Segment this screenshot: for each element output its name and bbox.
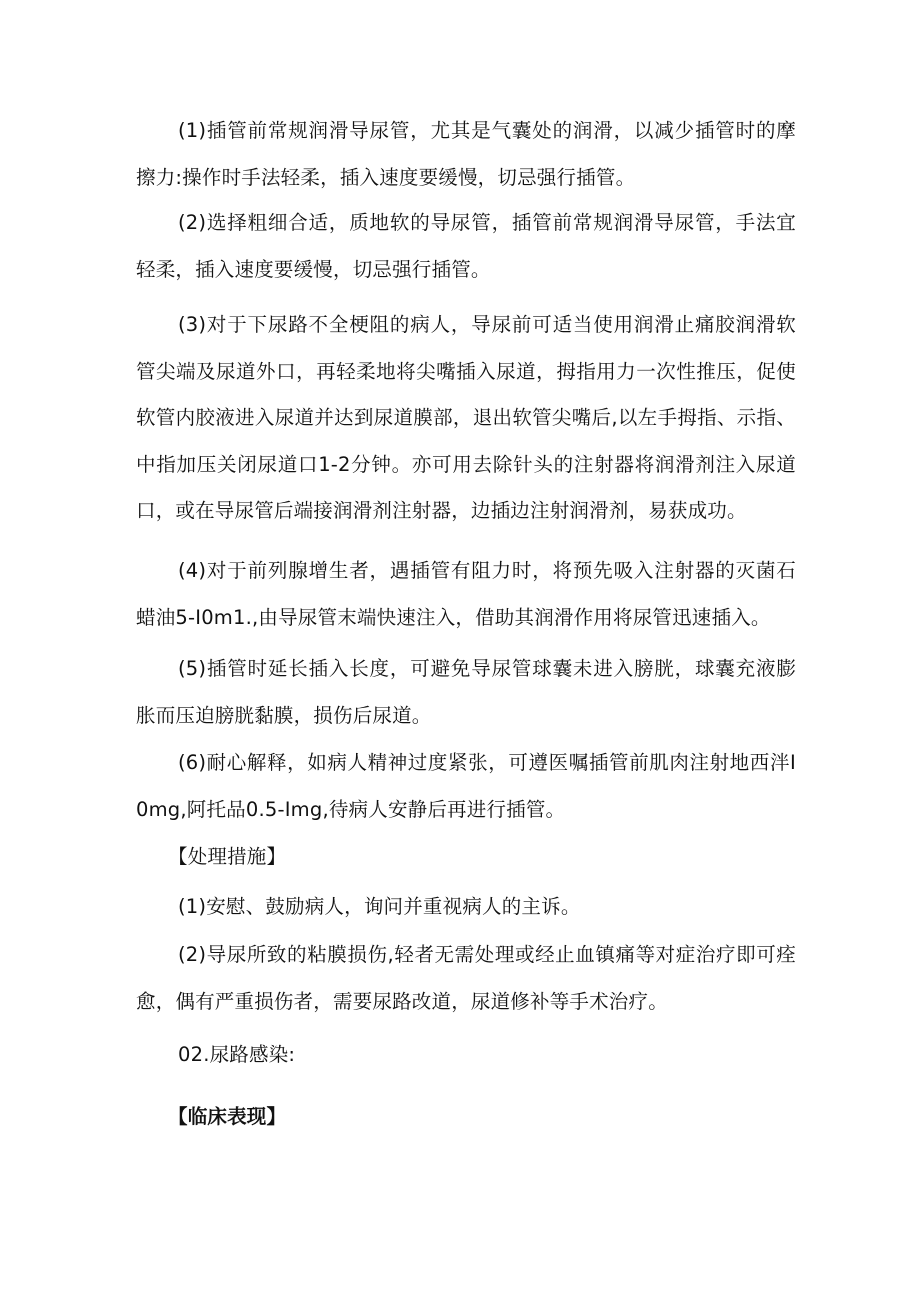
- paragraph-2: (2)选择粗细合适，质地软的导尿管，插管前常规润滑导尿管，手法宜轻柔，插入速度要缓慢，切忌强行插管。: [136, 211, 796, 281]
- paragraph-5: (5)插管时延长插入长度，可避免导尿管球囊未进入膀胱，球囊充液膨胀而压迫膀胱黏膜，损伤后尿道。: [136, 657, 796, 727]
- paragraph-4: (4)对于前列腺增生者，遇插管有阻力时，将预先吸入注射器的灭菌石蜡油5-I0m1.,由导尿管末端快速注入，借助其润滑作用将尿管迅速插入。: [136, 559, 796, 629]
- paragraph-1: (1)插管前常规润滑导尿管，尤其是气囊处的润滑，以减少插管时的摩擦力:操作时手法轻柔，插入速度要缓慢，切忌强行插管。: [136, 119, 796, 189]
- paragraph-3: (3)对于下尿路不全梗阻的病人，导尿前可适当使用润滑止痛胶润滑软管尖端及尿道外口，再轻柔地将尖嘴插入尿道，拇指用力一次性推压，促使软管内胶液进入尿道并达到尿道膜部，退出软管尖嘴后,以左手拇指、示指、中指加压关闭尿道口1-2分钟。亦可用去除针头的注射器将润滑剂注入尿道口，或在导尿管后端接润滑剂注射器，边插边注射润滑剂，易获成功。: [136, 313, 796, 522]
- measure-1: (1)安慰、鼓励病人，询问并重视病人的主诉。: [178, 895, 581, 918]
- section-heading-measures: 【处理措施】: [168, 845, 287, 868]
- measure-2: (2)导尿所致的粘膜损伤,轻者无需处理或经止血镇痛等对症治疗即可痊愈，偶有严重损伤者，需要尿路改道，尿道修补等手术治疗。: [136, 943, 796, 1013]
- paragraph-6: (6)耐心解释，如病人精神过度紧张，可遵医嘱插管前肌肉注射地西泮I0mg,阿托品0.5-Img,待病人安静后再进行插管。: [136, 751, 796, 821]
- section-heading-clinical: 【临床表现】: [168, 1105, 287, 1128]
- section-urinary-infection: 02.尿路感染:: [178, 1043, 296, 1066]
